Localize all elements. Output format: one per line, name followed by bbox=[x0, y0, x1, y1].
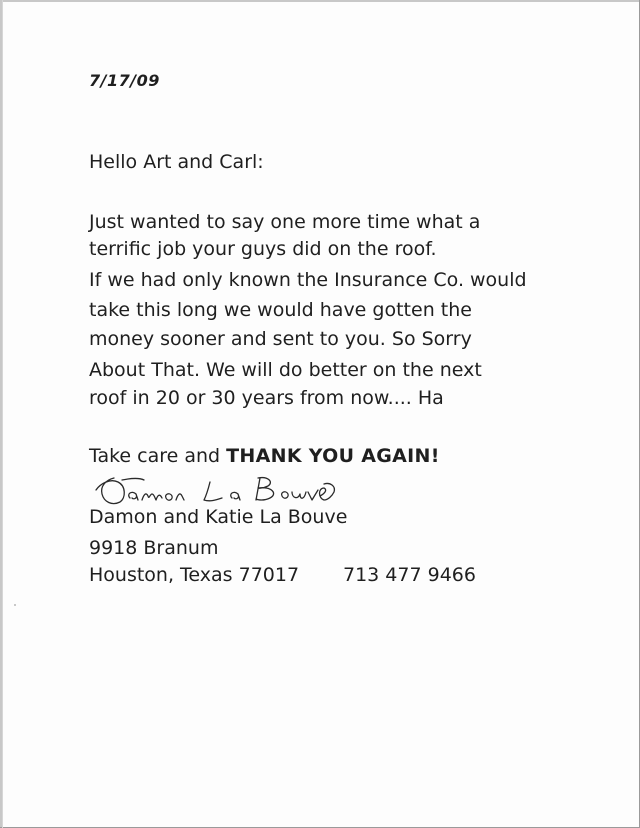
greeting: Hello Art and Carl: bbox=[89, 151, 264, 173]
closing-prefix: Take care and bbox=[89, 445, 227, 467]
sender-names: Damon and Katie La Bouve bbox=[89, 506, 348, 528]
sender-phone: 713 477 9466 bbox=[343, 564, 476, 586]
body-line: money sooner and sent to you. So Sorry bbox=[89, 328, 472, 350]
body-line: If we had only known the Insurance Co. would bbox=[89, 269, 527, 291]
body-line: Just wanted to say one more time what a bbox=[89, 211, 481, 233]
closing-line bbox=[89, 445, 440, 467]
sender-street: 9918 Branum bbox=[89, 537, 219, 559]
body-line: roof in 20 or 30 years from now.... Ha bbox=[89, 387, 444, 409]
sender-city-state-zip: Houston, Texas 77017 bbox=[89, 564, 300, 586]
body-line: terrific job your guys did on the roof. bbox=[89, 238, 437, 260]
body-line: About That. We will do better on the next bbox=[89, 359, 482, 381]
closing-emphasis: THANK YOU AGAIN! bbox=[226, 445, 440, 467]
page-edge bbox=[2, 0, 3, 828]
letter-date: 7/17/09 bbox=[89, 71, 160, 90]
scan-speck bbox=[14, 604, 16, 606]
body-line: take this long we would have gotten the bbox=[89, 299, 472, 321]
